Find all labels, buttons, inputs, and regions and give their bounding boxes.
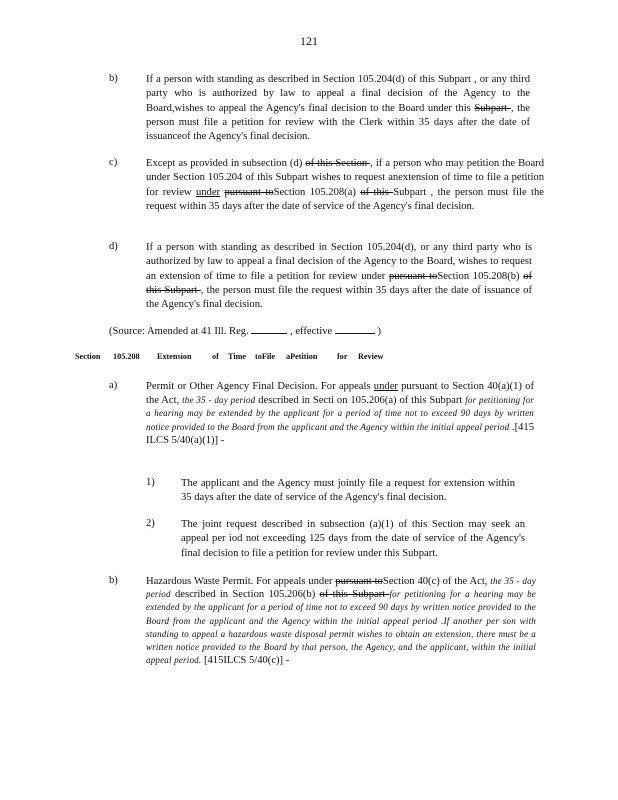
sub-item-label-2: 2) [146, 518, 155, 529]
list-label-b: b) [109, 73, 118, 84]
section-heading-word: Review [358, 352, 384, 361]
text-segment: , if a person who may petition the Board under Section 105.204 of this Subpart wishes to request anextension of time to file a petition for review [146, 158, 545, 198]
section-heading-word: of [212, 352, 219, 361]
paragraph-204-d [146, 241, 532, 312]
struck-text: of this [360, 186, 394, 198]
text-segment: .[415 ILCS 5/40(a)(1)] - [146, 421, 534, 447]
page-number: 121 [300, 34, 318, 48]
section-heading-word: for [337, 352, 348, 361]
sub-item-1: The applicant and the Agency must jointly file a request for extension within 35 days after the date of service of the Agency's final decision. [181, 478, 515, 504]
paragraph-204-b [146, 73, 530, 144]
source-note-mid: , effective [290, 326, 333, 337]
text-segment: If a person with standing as described in Section 105.204(d), or any third party who is authorized by law to appeal a final decision of the Agency to the Board, wishes to request an extension of time to file a petition for review under [146, 242, 532, 282]
source-note-prefix: (Source: Amended at 41 Ill. Reg. [109, 326, 249, 337]
struck-text: Subpart [474, 102, 511, 114]
source-blank-reg [251, 323, 287, 334]
section-heading-word: aPetition [286, 352, 318, 361]
paragraph-204-c [146, 157, 544, 214]
text-segment: Permit or Other Agency Final Decision. For appeals [146, 381, 374, 392]
struck-text: of this Section [305, 158, 371, 169]
struck-text: of this Subpart [146, 270, 533, 296]
text-segment: , the person must file the request within 35 days after the date of issuance of the Agency's final decision. [146, 284, 533, 311]
section-heading-word: toFile [255, 352, 276, 361]
struck-text: pursuant to [224, 186, 274, 198]
list-label-d: d) [109, 241, 118, 252]
text-segment: [415ILCS 5/40(c)] - [201, 655, 290, 667]
inserted-text: under [373, 381, 398, 392]
text-segment: , the person must file a petition for review with the Clerk within 35 days after the date of issuanceof the Agency's final decision. [146, 102, 531, 143]
text-segment: described in Section 105.206(b) [170, 589, 320, 601]
paragraph-208-b [146, 575, 536, 667]
statute-italic-text: the 35 - day period [182, 394, 256, 405]
sub-item-2: The joint request described in subsection (a)(1) of this Section may seek an appeal per iod not exceeding 125 days from the date of service of the Agency's final decision to file a petition for review under this Subpart. [181, 519, 525, 559]
paragraph-208-a [146, 380, 534, 448]
text-segment: Section 105.208(b) [437, 270, 524, 282]
text-segment: described in Secti on 105.206(a) of this Subpart [255, 394, 466, 406]
section-heading-id: 105.208 [113, 352, 140, 361]
section-heading-word: Time [228, 352, 247, 361]
text-segment: Subpart , the person must file the request within 35 days after the date of service of the Agency's final decision. [146, 186, 544, 212]
text-segment: Section 40(c) of the Act, [382, 576, 491, 587]
text-segment: Section 105.208(a) [273, 186, 361, 198]
statute-italic-text: for petitioning for a hearing may be extended by the applicant for a period of time not to exceed 90 days by written notice provided to the Board from the applicant and the Agency within the initial appeal period .If another per son with standing to appeal a hazardous waste disposal permit wishes to obtain an extension, there must be a written notice provided to the Board by that person, the Agency, and the applicant, within the initial appeal period. [146, 589, 536, 666]
struck-text: of this Subpart [319, 589, 390, 601]
text-segment: If a person with standing as described in Section 105.204(d) of this Subpart , or any third party who is authorized by law to appeal a final decision of the Agency to the Board,wishes to appeal the Agency's final decision to the Board under this [146, 74, 530, 114]
statute-italic-text: for petitioning for a hearing may be extended by the applicant for a period of time not to exceed 90 days by written notice provided to the Board from the applicant and the Agency within the initial appeal period [146, 394, 534, 432]
list-label-a: a) [109, 380, 118, 391]
section-heading-word: Extension [157, 352, 192, 361]
struck-text: pursuant to [335, 576, 383, 587]
source-note-suffix: ) [377, 326, 382, 337]
list-label-c: c) [109, 157, 118, 168]
sub-item-label-1: 1) [146, 477, 155, 488]
text-segment: Hazardous Waste Permit. For appeals under [146, 576, 336, 587]
source-blank-date [335, 323, 375, 334]
struck-text: pursuant to [388, 270, 438, 282]
source-note [109, 323, 381, 339]
section-heading-label: Section [75, 352, 101, 361]
text-segment: Except as provided in subsection (d) [146, 158, 306, 169]
inserted-text: under [195, 186, 221, 198]
statute-italic-text: the 35 - day period [146, 576, 536, 600]
text-segment: pursuant to Section 40(a)(1) of the Act, [146, 381, 534, 406]
list-label-b2: b) [109, 575, 118, 586]
